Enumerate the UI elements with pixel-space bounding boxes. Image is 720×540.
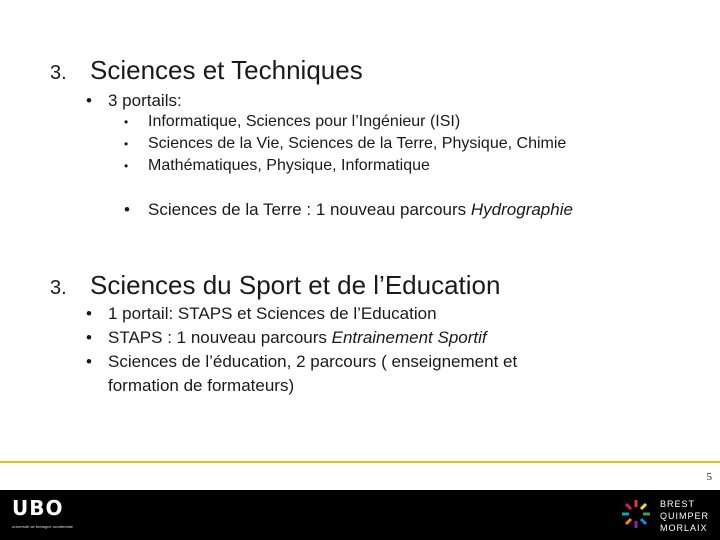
portals-bullet: • 3 portails: [86,91,182,110]
section2-item3-line2: formation de formateurs) [108,376,295,395]
new-track-prefix: Sciences de la Terre : 1 nouveau parcours [148,200,471,219]
section1-heading [50,55,363,88]
list-item: • STAPS : 1 nouveau parcours Entrainement Sportif [86,328,487,347]
footer-rule [0,461,720,463]
list-item: • Mathématiques, Physique, Informatique [124,157,430,174]
portal-item-text: Sciences de la Vie, Sciences de la Terre, Physique, Chimie [148,135,567,152]
portals-label: 3 portails: [108,91,182,110]
ubo-logo [12,496,73,538]
starburst-icon [618,496,654,532]
section1-title: Sciences et Techniques [90,55,363,85]
new-track-bullet: • Sciences de la Terre : 1 nouveau parcours Hydrographie [124,200,573,219]
page-number: 5 [706,471,712,483]
brest-quimper-morlaix-logo [618,496,718,536]
ubo-logo-mark: UBO [12,496,64,520]
section2-item2-name: Entrainement Sportif [331,328,487,347]
portal-item-text: Informatique, Sciences pour l’Ingénieur (ISI) [148,113,461,130]
section2-number: 3. [50,277,67,299]
footer-bar [0,490,720,540]
section2-item1: 1 portail: STAPS et Sciences de l’Education [108,304,437,323]
new-track-name: Hydrographie [470,200,573,219]
portal-item-text: Mathématiques, Physique, Informatique [148,157,430,174]
section2-heading [50,270,500,303]
city-logo-text: BREST QUIMPER MORLAIX [660,499,710,533]
section1-number: 3. [50,62,67,84]
list-item: • Sciences de la Vie, Sciences de la Terre, Physique, Chimie [124,135,567,152]
list-item: • Sciences de l’éducation, 2 parcours ( enseignement et [86,352,518,371]
section2-title: Sciences du Sport et de l’Education [90,270,501,300]
section2-item2-prefix: STAPS : 1 nouveau parcours [108,328,332,347]
list-item: • 1 portail: STAPS et Sciences de l’Education [86,304,437,323]
ubo-tagline: université de bretagne occidentale [12,524,73,529]
section2-item3-line1: Sciences de l’éducation, 2 parcours ( enseignement et [108,352,518,371]
list-item: • Informatique, Sciences pour l’Ingénieur (ISI) [124,113,461,130]
